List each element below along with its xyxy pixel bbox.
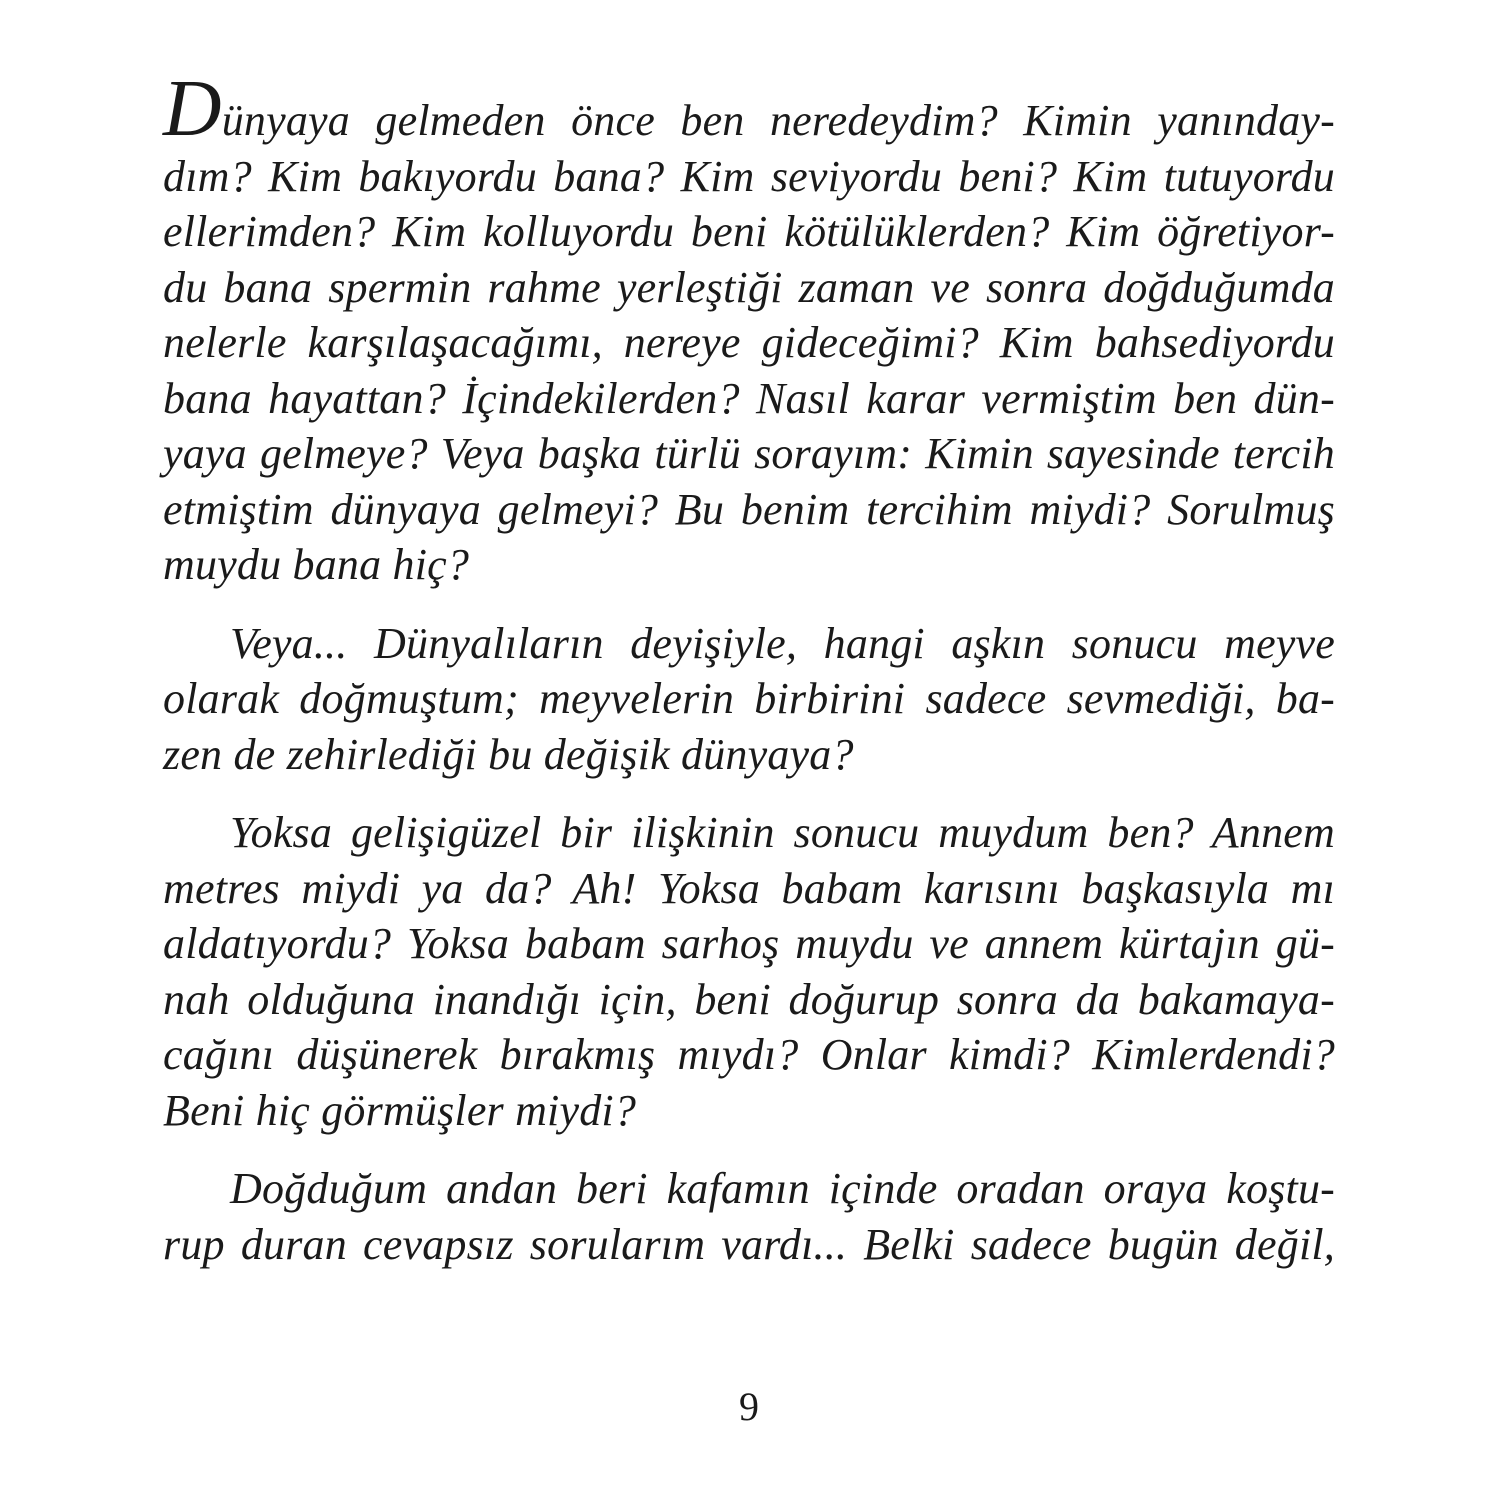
text-line: Doğduğum andan beri kafamın içinde oradan oraya koştu- xyxy=(230,1164,1335,1213)
page-number: 9 xyxy=(739,1384,759,1429)
drop-cap: D xyxy=(163,63,222,153)
text-line: Veya... Dünyalıların deyişiyle, hangi aşkın sonucu meyve xyxy=(230,618,1335,668)
text-line: du bana spermin rahme yerleştiği zaman ve sonra doğduğumda xyxy=(163,262,1335,312)
text-line: dım? Kim bakıyordu bana? Kim seviyordu beni? Kim tutuyordu xyxy=(163,151,1335,201)
text-line: Beni hiç görmüşler miydi? xyxy=(163,1085,637,1135)
text-line xyxy=(163,63,1335,153)
text-line: Yoksa gelişigüzel bir ilişkinin sonucu muydum ben? Annem xyxy=(230,808,1335,857)
text-line: muydu bana hiç? xyxy=(163,540,470,589)
text-line: nah olduğuna inandığı için, beni doğurup sonra da bakamaya- xyxy=(163,974,1335,1024)
paragraph xyxy=(163,63,1335,593)
text-line: nelerle karşılaşacağımı, nereye gideceğimi? Kim bahsediyordu xyxy=(163,318,1335,367)
text-line: bana hayattan? İçindekilerden? Nasıl karar vermiştim ben dün- xyxy=(163,373,1335,423)
text-line: olarak doğmuştum; meyvelerin birbirini sadece sevmediği, ba- xyxy=(163,674,1335,723)
paragraph xyxy=(163,616,1335,783)
paragraph xyxy=(163,1161,1335,1272)
text-line: aldatıyordu? Yoksa babam sarhoş muydu ve annem kürtajın gü- xyxy=(163,919,1335,968)
book-page-text xyxy=(163,63,1335,1272)
text-line: etmiştim dünyaya gelmeyi? Bu benim tercihim miydi? Sorulmuş xyxy=(163,484,1335,534)
text-line: cağını düşünerek bırakmış mıydı? Onlar kimdi? Kimlerdendi? xyxy=(163,1030,1335,1079)
text-line: yaya gelmeye? Veya başka türlü sorayım: Kimin sayesinde tercih xyxy=(163,429,1335,478)
text-line-content: ünyaya gelmeden önce ben neredeydim? Kimin yanınday- xyxy=(221,96,1335,145)
text-line: ellerimden? Kim kolluyordu beni kötülüklerden? Kim öğretiyor- xyxy=(163,207,1335,256)
text-line: metres miydi ya da? Ah! Yoksa babam karısını başkasıyla mı xyxy=(163,863,1335,913)
paragraph xyxy=(163,805,1335,1138)
text-line: zen de zehirlediği bu değişik dünyaya? xyxy=(163,729,854,779)
text-line: rup duran cevapsız sorularım vardı... Belki sadece bugün değil, xyxy=(163,1219,1335,1269)
